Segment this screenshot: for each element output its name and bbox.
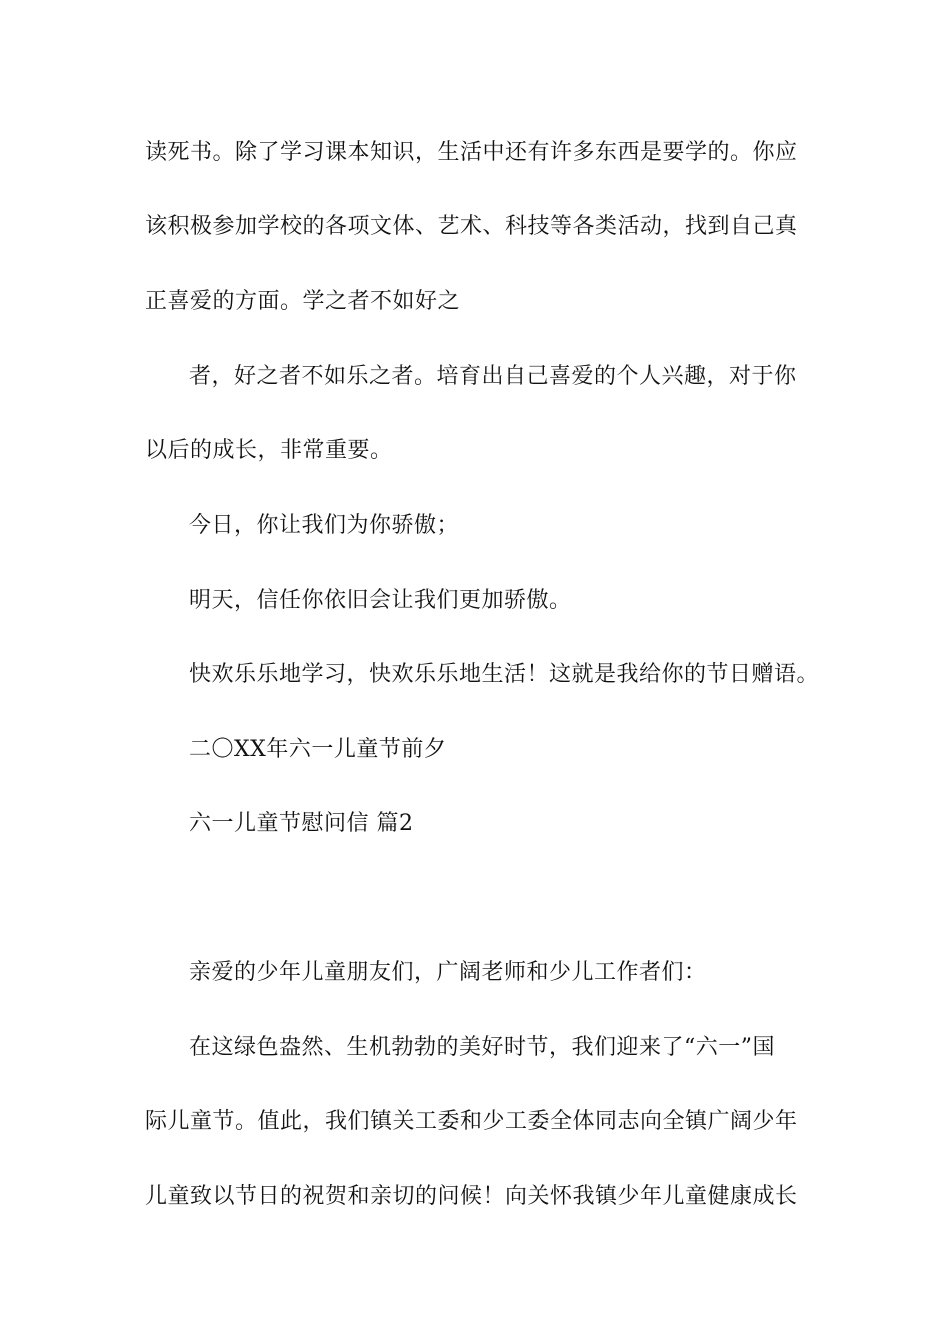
section-heading: 六一儿童节慰问信 篇2 [189, 811, 414, 836]
paragraph-line: 快欢乐乐地学习，快欢乐乐地生活！这就是我给你的节日赠语。 [189, 662, 820, 687]
paragraph-line: 者，好之者不如乐之者。培育出自己喜爱的个人兴趣，对于你 [189, 364, 797, 389]
paragraph-line: 儿童致以节日的祝贺和亲切的问候！向关怀我镇少年儿童健康成长 [145, 1184, 798, 1209]
salutation-line: 亲爱的少年儿童朋友们，广阔老师和少儿工作者们： [189, 960, 707, 985]
paragraph-line: 明天，信任你依旧会让我们更加骄傲。 [189, 588, 572, 613]
paragraph-line: 该积极参加学校的各项文体、艺术、科技等各类活动，找到自己真 [145, 214, 798, 239]
paragraph-line: 正喜爱的方面。学之者不如好之 [145, 289, 461, 314]
paragraph-line: 际儿童节。值此，我们镇关工委和少工委全体同志向全镇广阔少年 [145, 1109, 798, 1134]
paragraph-line: 今日，你让我们为你骄傲； [189, 513, 460, 538]
paragraph-line: 以后的成长，非常重要。 [145, 438, 393, 463]
date-line: 二〇XX年六一儿童节前夕 [189, 737, 447, 762]
paragraph-line: 在这绿色盎然、生机勃勃的美好时节，我们迎来了“六一”国 [189, 1035, 775, 1060]
paragraph-line: 读死书。除了学习课本知识，生活中还有许多东西是要学的。你应 [145, 140, 798, 165]
